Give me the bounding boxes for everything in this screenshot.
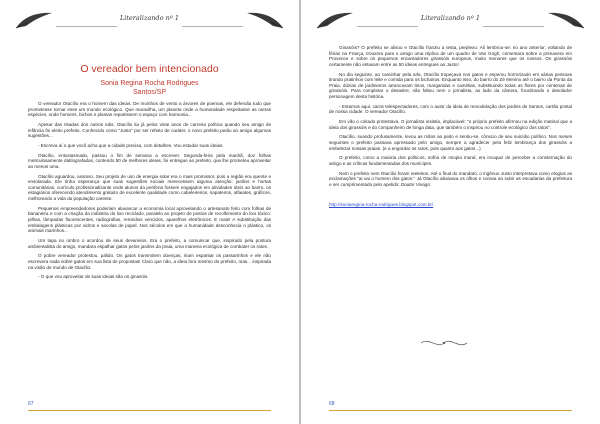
paragraph: Otacílio, suando profusamente, levou as mãos ao peito e sentiu-se, cônscio de seu suicídio político. Nos meses seguintes o prefeito passava apressado pelo amigo, sempre a agradecer pela feliz lembrança dos girassóis a embelezar nossas praias. (e a engordar os ratos, pois quanto aos gatos...) bbox=[329, 134, 572, 151]
paragraph: O prefeito, como a maioria dos políticos, sofria de miopia moral, era incapaz de perceber a consternação do amigo e as críticas fundamentadas dos munícipes. bbox=[329, 155, 572, 167]
story-body bbox=[28, 101, 271, 284]
nickname: Doutor Vivago. bbox=[400, 182, 432, 187]
flourish-separator-icon bbox=[419, 337, 469, 349]
paragraph-text: Nem o prefeito nem Otacílio foram reeleitos. Até o final do mandato, o ingênuo Justo interpretava como elogios as exclamações "ai vai o homem dos gatos." Já Otacílio abaixava os olhos e corava ao subir as escadarias da prefeitura e ser cumprimentado pelo apelido: bbox=[329, 170, 572, 187]
author-place: Santos/SP bbox=[132, 89, 167, 96]
paragraph: Ginasóis? O prefeito se alisou e Otacílio franziu a testa, perplexo. Ali lembrou-se: no ano anterior, voltando de férias na França, trouxera para o amigo uma réplica de um quadro de Van Gogh, comentara sobre a primavera em Provence e sobre os pequenos encantadores girassóis europeus, muito menores que os nossos. Os girassóis certamente não estavam entre as 50 ideias entregues ao Justo! bbox=[329, 45, 572, 67]
left-page bbox=[0, 0, 299, 424]
header-title: Literalizando nº 1 bbox=[420, 14, 481, 22]
footer-rule bbox=[28, 410, 271, 411]
paragraph: - Estamos aqui, caros telespectadores, com o autor da ideia de remodelação dos jardins de Santos, cartão postal de nossa cidade. O vereador Otacílio. bbox=[329, 103, 572, 115]
paragraph: Em vão o coitado protestava. O jornalista insistia, implacável: "o próprio prefeito afirmou na edição matinal que a ideia dos girassóis e do companheiro de longa data, que também o inspirou no controle ecológico dos ratos". bbox=[329, 119, 572, 130]
header-title: Literalizando nº 1 bbox=[119, 14, 180, 22]
author-name: Sonia Regina Rocha Rodrigues bbox=[100, 80, 199, 87]
header-rule bbox=[56, 26, 117, 27]
blog-link[interactable]: http://soniaregina-rocha-rodrigues.blogspot.com.br/ bbox=[329, 201, 434, 207]
header-rule bbox=[483, 26, 544, 27]
paragraph: - O que vou aproveitar de suas ideias são os ginasóis. bbox=[38, 274, 149, 280]
paragraph: Um tapa no ombro o acordou de seus devaneios. Era o prefeito, a comunicar que, inspirado pela postura ambientalista do amigo, mandara espalhar gatos pelos jardins da praia, uma maneira ecológica de combater os ratos. bbox=[28, 238, 271, 249]
page-header bbox=[315, 10, 586, 32]
footer-rule bbox=[329, 410, 572, 411]
paragraph: Otacílio, entusiasmado, passou o fim de semana a escrever. Segunda-feira pela manhã, doz folhas meticulosamente datilografadas, contendo 50 de melhores ideias, foi entregue ao prefeito, que lhe prometeu aproveitar ao menos uma. bbox=[28, 152, 271, 169]
paragraph: O pobre vereador protestou, pálido. Os gatos transmitem doenças, iriam espantar os passarinhos e ele não escrevera nada sobre gatos em sua lista de propostas! Claro que não, a ideia fora mesmo do prefeito, mas... inspirada na visão de mundo de Otacílio. bbox=[28, 253, 271, 270]
page-header bbox=[14, 10, 285, 32]
page-number: 68 bbox=[329, 401, 335, 407]
header-rule bbox=[182, 26, 243, 27]
header-rule bbox=[357, 26, 418, 27]
quill-icon bbox=[245, 10, 285, 30]
quill-icon bbox=[546, 10, 586, 30]
right-page bbox=[301, 0, 600, 424]
story-body bbox=[329, 45, 572, 211]
page-number: 67 bbox=[28, 401, 34, 407]
paragraph: Pequenos empreendedores poderiam alavancar a economia local aprovelando o artesanato feito com folhas de bananeira e com a criação da indústria do lixo reciclado, paralelo ao projeto de postos de recolhimento do lixo tóxico: pilhas, lâmpadas fluorescentes, radiografias, remédios vencidos, aparelhos eletrônicos. E mais! A substituição das embalagens plásticas por vidros e sacolas de papel. Nos séculos em que a humanidade desconhecia o plástico, os animais marinhos... bbox=[28, 205, 271, 234]
paragraph: - Escreva aí o que você acha que a cidade precisa, com detalhes. Vou estudar suas ideias. bbox=[38, 142, 224, 148]
blog-link-line bbox=[329, 202, 572, 208]
story-title: O vereador bem intencionado bbox=[80, 63, 219, 75]
paragraph: No dia seguinte, ao caminhar pela orla, Otacílio tropeçava nos gatos e esperou horrorizado em várias pessoas tirando pratinhos com leite e comida para os bichanos. Enquanto isso, do bairro do Zé Menino até o bairro da Ponta da Praia, dúzias de jardineiros arrancavam tinos, margaridas e camélias, substituindo todas as flores por centenas de girassóis. Para completar o desastre, não faltou nem o jornalista, ao lado da câmera, focalizando o desolador personagem desta história. bbox=[329, 71, 572, 99]
paragraph bbox=[329, 171, 572, 188]
author-byline bbox=[0, 79, 299, 97]
paragraph: Otacílio aguardou, ansioso. Seu projeto de uso de energia solar era o mais promissor, pois a região era quente e ensolarada. Ele tinha esperança que suas sugestões sociais merecessem alguma atenção: jardins e hortas comunitárias, currículo profissionalizante onde alunos da periferia fossem engajados em atividades úteis ao bairro, os estagiários oferecendo atendimento gratuito de excelente qualidade como cabeleireiros, sapateiros, alfaiates, gráficos, melhorando a vida da população carente. bbox=[28, 173, 271, 202]
paragraph: O vereador Otacílio era o homem das ideias. De moinhos de vento a árvores de poemas, ele defendia tudo que prometesse tornar esse um mundo ecológico. Que maravilha, um planeta onde a humanidade respeitasse as outras espécies, onde homens, bichos e plantas repartissem o espaço com harmonia... bbox=[28, 101, 271, 118]
paragraph: Apesar das risadas dos outros edis, Otacílio lia já pelos vinte anos de carreira política quando seu amigo de infância foi eleito prefeito. Conhecido como "Justo" por ser refeito de caráter, o novo prefeito pediu ao amigo algumas sugestões... bbox=[28, 121, 271, 139]
